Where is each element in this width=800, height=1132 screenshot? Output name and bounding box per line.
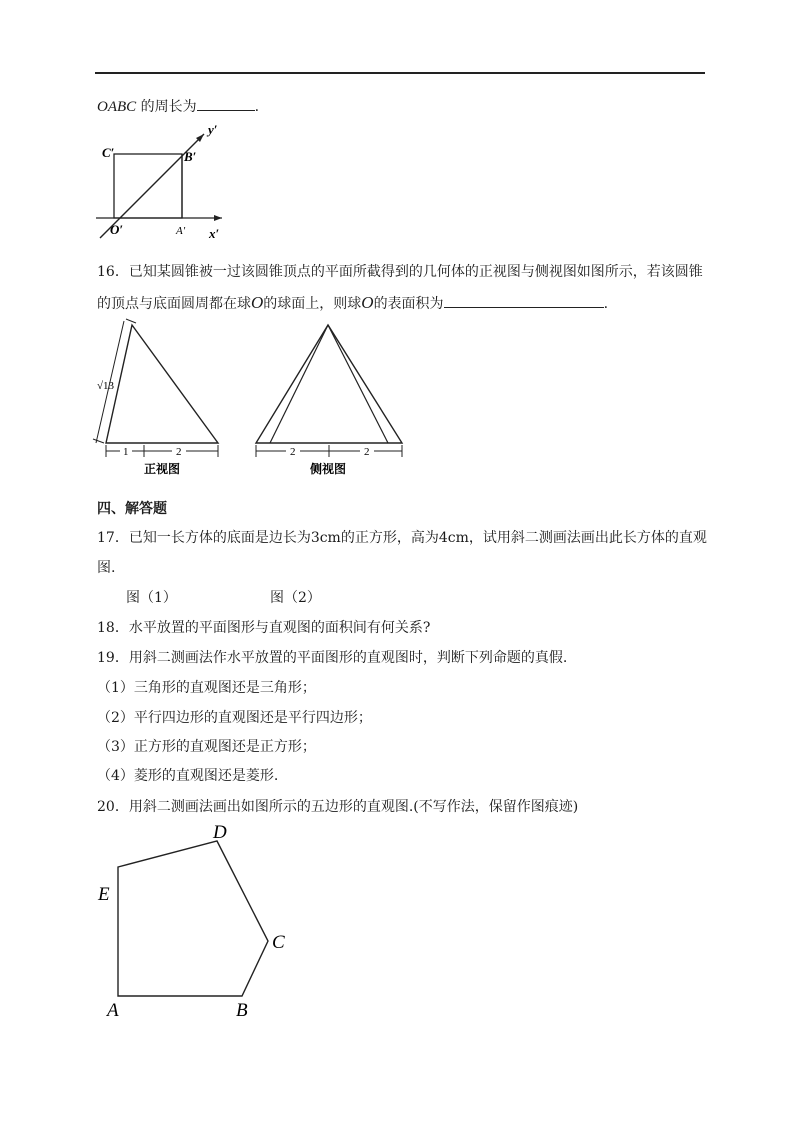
q20-text: 20．用斜二测画法画出如图所示的五边形的直观图.(不写作法，保留作图痕迹) xyxy=(97,799,579,815)
q16-line2-b: 的球面上，则球 xyxy=(263,296,362,312)
sphere-o-label: O xyxy=(251,293,264,312)
front-view-triangle xyxy=(106,325,218,443)
slant-length-label: √13 xyxy=(97,380,115,392)
side-view-outer-triangle xyxy=(256,325,402,443)
sphere-o-label-2: O xyxy=(361,293,374,312)
q16-answer-blank xyxy=(444,293,604,308)
q15-tail-text: 的周长为 xyxy=(136,99,197,115)
q19-item: （4）菱形的直观图还是菱形. xyxy=(97,768,279,784)
q20-pentagon-figure xyxy=(95,820,305,1020)
vertex-d-label: D xyxy=(213,822,227,843)
vertex-a-label: A xyxy=(107,1000,119,1021)
vertex-b-label: B xyxy=(236,1000,248,1021)
side-dim-left: 2 xyxy=(290,446,296,458)
q16-line2-a: 的顶点与底面圆周都在球 xyxy=(97,296,251,312)
q15-oblique-square-figure xyxy=(92,120,232,245)
section-title: 四、解答题 xyxy=(97,501,167,517)
label-b-prime: B′ xyxy=(184,149,197,164)
side-view-inner-right xyxy=(328,325,388,443)
q17-line1: 17．已知一长方体的底面是边长为3cm的正方形，高为4cm，试用斜二测画法画出此长方体的直观 xyxy=(97,530,707,546)
vertex-e-label: E xyxy=(98,884,110,905)
q16-front-view xyxy=(90,315,225,480)
side-view-inner-left xyxy=(270,325,328,443)
front-dim-right: 2 xyxy=(176,446,182,458)
q19-intro: 19．用斜二测画法作水平放置的平面图形的直观图时，判断下列命题的真假. xyxy=(97,650,568,666)
q15-tail-line xyxy=(97,96,259,117)
q16-line2-end: . xyxy=(603,296,609,312)
label-o-prime: O′ xyxy=(110,222,124,237)
q16-side-view xyxy=(250,315,410,480)
front-dim-left: 1 xyxy=(123,446,129,458)
q17-line2: 图. xyxy=(97,560,116,576)
square-oabc xyxy=(114,154,182,218)
side-dim-right: 2 xyxy=(364,446,370,458)
label-x-prime: x′ xyxy=(209,226,220,241)
q19-item: （3）正方形的直观图还是正方形； xyxy=(97,739,316,755)
header-rule xyxy=(95,72,705,74)
q17-fig1-label: 图（1） xyxy=(126,590,177,606)
pentagon-abcde xyxy=(118,841,268,996)
x-axis-arrow-icon xyxy=(214,215,222,221)
q18-text: 18．水平放置的平面图形与直观图的面积间有何关系? xyxy=(97,620,431,636)
front-view-caption: 正视图 xyxy=(144,462,181,476)
q16-line2-c: 的表面积为 xyxy=(373,296,444,312)
side-view-caption: 侧视图 xyxy=(310,462,347,476)
label-a-prime: A′ xyxy=(176,225,186,237)
q16-line1: 16．已知某圆锥被一过该圆锥顶点的平面所截得到的几何体的正视图与侧视图如图所示，若该圆锥 xyxy=(97,264,703,280)
q16-line2 xyxy=(97,293,608,314)
label-y-prime: y′ xyxy=(208,122,218,137)
q15-tail-end: . xyxy=(254,99,260,115)
label-c-prime: C′ xyxy=(102,145,115,160)
q19-item: （2）平行四边形的直观图还是平行四边形； xyxy=(97,710,372,726)
vertex-c-label: C xyxy=(272,932,285,953)
q17-fig2-label: 图（2） xyxy=(270,590,321,606)
q19-item: （1）三角形的直观图还是三角形； xyxy=(97,680,316,696)
q15-answer-blank xyxy=(197,96,255,111)
q15-shape-label: OABC xyxy=(97,99,137,115)
